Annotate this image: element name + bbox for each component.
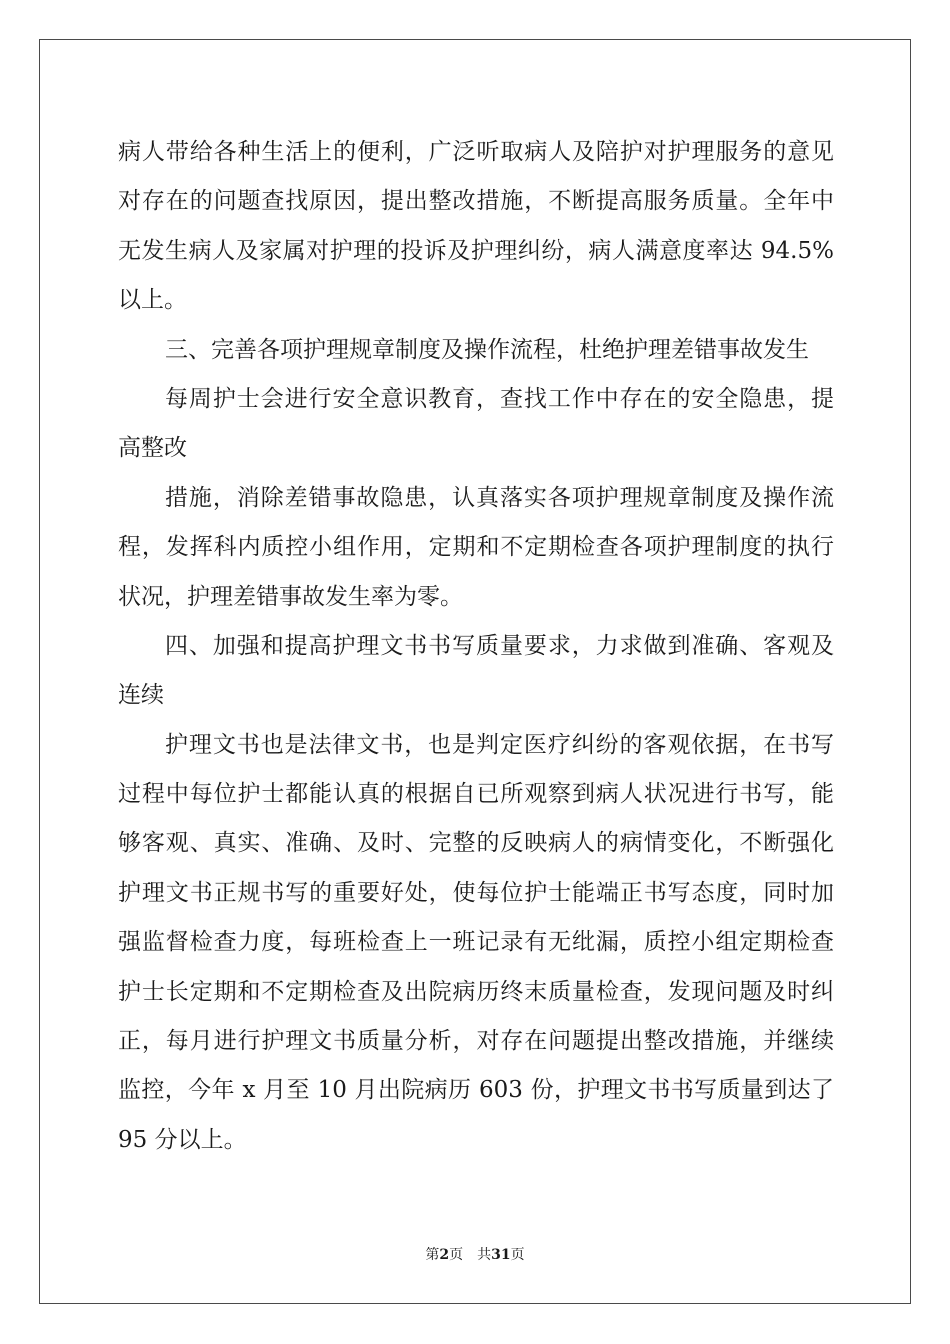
text-line: 够客观、真实、准确、及时、完整的反映病人的病情变化，不断强化	[118, 830, 834, 857]
text-line: 三、完善各项护理规章制度及操作流程，杜绝护理差错事故发生	[165, 336, 809, 363]
text-line: 护士长定期和不定期检查及出院病历终末质量检查，发现问题及时纠	[118, 978, 834, 1005]
text-line: 状况，护理差错事故发生率为零。	[118, 583, 463, 610]
text-line: 程，发挥科内质控小组作用，定期和不定期检查各项护理制度的执行	[118, 534, 834, 561]
document-body	[118, 128, 834, 1165]
text-line: 四、加强和提高护理文书书写质量要求，力求做到准确、客观及	[165, 632, 834, 659]
page-label-suffix: 页	[449, 1247, 464, 1263]
total-label-prefix: 共	[477, 1247, 492, 1263]
text-line: 护理文书正规书写的重要好处，使每位护士能端正书写态度，同时加	[118, 879, 834, 906]
text-line: 95 分以上。	[118, 1126, 247, 1153]
text-line: 监控，今年 x 月至 10 月出院病历 603 份，护理文书书写质量到达了	[118, 1077, 834, 1104]
page-footer	[0, 1245, 950, 1265]
text-line: 正，每月进行护理文书质量分析，对存在问题提出整改措施，并继续	[118, 1028, 834, 1055]
text-line: 无发生病人及家属对护理的投诉及护理纠纷，病人满意度率达 94.5%	[118, 237, 834, 264]
total-label-suffix: 页	[510, 1247, 525, 1263]
current-page-number: 2	[439, 1247, 450, 1263]
text-line: 以上。	[118, 287, 187, 314]
text-line: 措施，消除差错事故隐患，认真落实各项护理规章制度及操作流	[165, 484, 834, 511]
text-line: 每周护士会进行安全意识教育，查找工作中存在的安全隐患，提	[165, 385, 834, 412]
text-line: 病人带给各种生活上的便利，广泛听取病人及陪护对护理服务的意见	[118, 139, 834, 165]
total-pages-number: 31	[491, 1247, 511, 1263]
text-line: 对存在的问题查找原因，提出整改措施，不断提高服务质量。全年中	[118, 188, 834, 215]
text-line: 高整改	[118, 435, 187, 462]
page-label-prefix: 第	[425, 1247, 440, 1263]
text-line: 过程中每位护士都能认真的根据自已所观察到病人状况进行书写，能	[118, 781, 834, 808]
text-line: 护理文书也是法律文书，也是判定医疗纠纷的客观依据，在书写	[165, 731, 834, 758]
text-line: 连续	[118, 682, 164, 709]
text-line: 强监督检查力度，每班检查上一班记录有无纰漏，质控小组定期检查	[118, 929, 834, 956]
